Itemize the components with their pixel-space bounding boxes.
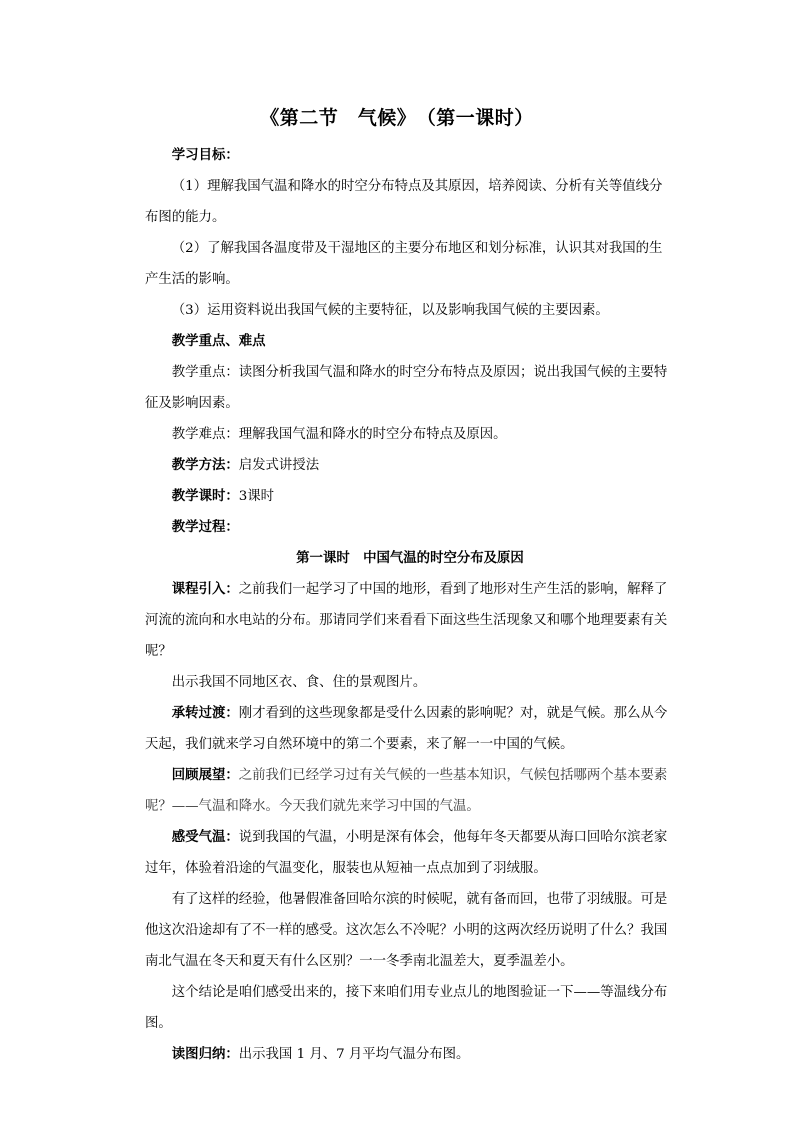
review-label: 回顾展望： xyxy=(171,767,239,783)
teaching-hours xyxy=(145,481,675,512)
read-map-text: 出示我国 1 月、7 月平均气温分布图。 xyxy=(238,1047,470,1062)
feel-temperature xyxy=(145,822,675,884)
feel-temperature-label: 感受气温： xyxy=(171,829,239,845)
teaching-hours-value: 3课时 xyxy=(238,489,275,504)
teaching-difficulty: 教学难点：理解我国气温和降水的时空分布特点及原因。 xyxy=(171,427,507,442)
teaching-method xyxy=(145,450,675,481)
review xyxy=(145,760,675,822)
teaching-hours-label: 教学课时： xyxy=(171,488,239,504)
lesson-heading: 第一课时 中国气温的时空分布及原因 xyxy=(296,550,524,566)
read-map-label: 读图归纳： xyxy=(171,1046,239,1062)
course-intro xyxy=(145,574,675,667)
objectives-heading: 学习目标： xyxy=(171,147,239,163)
show-pictures: 出示我国不同地区衣、食、住的景观图片。 xyxy=(171,675,427,690)
objective-item-2: （2）了解我国各温度带及干湿地区的主要分布地区和划分标准，认识其对我国的生产生活的影响。 xyxy=(145,241,663,287)
objective-item-1: （1）理解我国气温和降水的时空分布特点及其原因，培养阅读、分析有关等值线分布图的能力。 xyxy=(145,179,663,225)
teaching-process-heading: 教学过程： xyxy=(171,519,239,535)
course-intro-label: 课程引入： xyxy=(171,581,239,597)
teaching-method-label: 教学方法： xyxy=(171,457,239,473)
read-map xyxy=(145,1039,675,1070)
experience-paragraph: 有了这样的经验，他暑假准备回哈尔滨的时候呢，就有备而回，也带了羽绒服。可是他这次沿途却有了不一样的感受。这次怎么不冷呢？小明的这两次经历说明了什么？我国南北气温在冬天和夏天有什么区别？一一冬季南北温差大，夏季温差小。 xyxy=(145,892,668,969)
conclusion-paragraph: 这个结论是咱们感受出来的，接下来咱们用专业点儿的地图验证一下——等温线分布图。 xyxy=(145,985,668,1031)
feel-temperature-text: 说到我国的气温，小明是深有体会，他每年冬天都要从海口回哈尔滨老家过年，体验着沿途的气温变化，服装也从短袖一点点加到了羽绒服。 xyxy=(145,830,668,876)
document-title: 《第二节 气候》 （第一课时） xyxy=(260,107,534,129)
teaching-method-value: 启发式讲授法 xyxy=(238,458,320,473)
keypoints-heading: 教学重点、难点 xyxy=(171,333,266,349)
transition xyxy=(145,698,675,760)
objective-item-3: （3）运用资料说出我国气候的主要特征，以及影响我国气候的主要因素。 xyxy=(171,303,609,318)
course-intro-text: 之前我们一起学习了中国的地形，看到了地形对生产生活的影响，解释了河流的流向和水电站的分布。那请同学们来看看下面这些生活现象又和哪个地理要素有关呢？ xyxy=(145,582,668,659)
transition-text: 刚才看到的这些现象都是受什么因素的影响呢？对，就是气候。那么从今天起，我们就来学习自然环境中的第二个要素，来了解一一中国的气候。 xyxy=(145,706,668,752)
teaching-focus: 教学重点：读图分析我国气温和降水的时空分布特点及原因；说出我国气候的主要特征及影响因素。 xyxy=(145,365,668,411)
document-body xyxy=(145,140,675,1070)
transition-label: 承转过渡： xyxy=(171,705,239,721)
review-text: 之前我们已经学习过有关气候的一些基本知识，气候包括哪两个基本要素呢？——气温和降水。今天我们就先来学习中国的气温。 xyxy=(145,768,668,814)
